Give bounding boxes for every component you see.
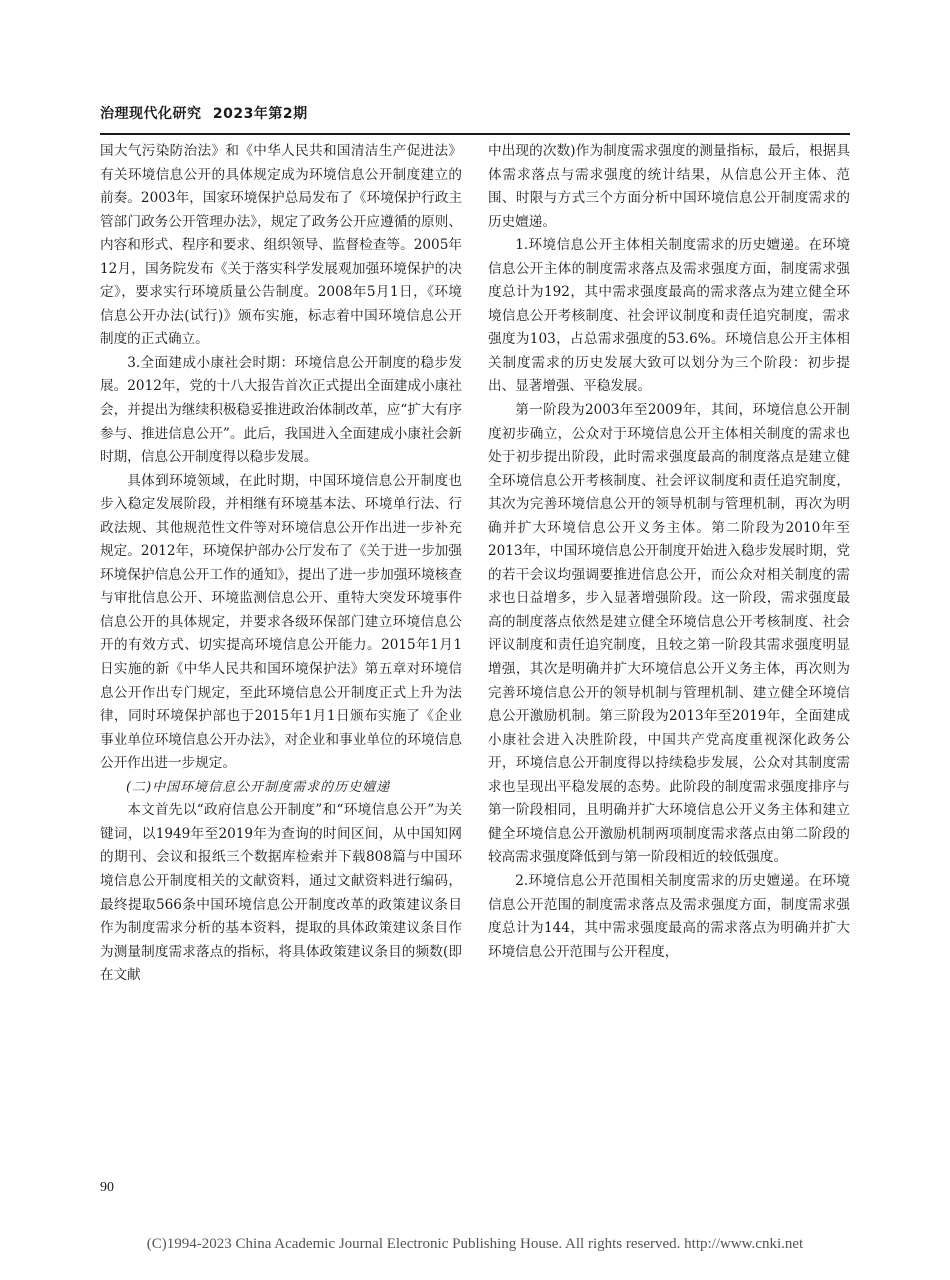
paragraph: 3.全面建成小康社会时期：环境信息公开制度的稳步发展。2012年，党的十八大报告首次正式提出全面建成小康社会，并提出为继续积极稳妥推进政治体制改革，应“扩大有序参与、推进信息公开”。此后，我国进入全面建成小康社会新时期，信息公开制度得以稳步发展。 bbox=[100, 354, 462, 466]
journal-title: 治理现代化研究 bbox=[100, 106, 202, 122]
paragraph: 国大气污染防治法》和《中华人民共和国清洁生产促进法》有关环境信息公开的具体规定成为环境信息公开制度建立的前奏。2003年，国家环境保护总局发布了《环境保护行政主管部门政务公开管理办法》，规定了政务公开应遵循的原则、内容和形式、程序和要求、组织领导、监督检查等。2005年12月，国务院发布《关于落实科学发展观加强环境保护的决定》，要求实行环境质量公告制度。2008年5月1日，《环境信息公开办法(试行)》颁布实施，标志着中国环境信息公开制度的正式确立。 bbox=[100, 143, 462, 348]
header-rule bbox=[100, 133, 850, 135]
right-column bbox=[488, 140, 850, 964]
paragraph: 具体到环境领域，在此时期，中国环境信息公开制度也步入稳定发展阶段，并相继有环境基本法、环境单行法、行政法规、其他规范性文件等对环境信息公开作出进一步补充规定。2012年，环境保护部办公厅发布了《关于进一步加强环境保护信息公开工作的通知》，提出了进一步加强环境核查与审批信息公开、环境监测信息公开、重特大突发环境事件信息公开的具体规定，并要求各级环保部门建立环境信息公开的有效方式、切实提高环境信息公开能力。2015年1月1日实施的新《中华人民共和国环境保护法》第五章对环境信息公开作出专门规定，至此环境信息公开制度正式上升为法律，同时环境保护部也于2015年1月1日颁布实施了《企业事业单位环境信息公开办法》，对企业和事业单位的环境信息公开作出进一步规定。 bbox=[100, 472, 462, 772]
left-column bbox=[100, 140, 462, 988]
paragraph: 本文首先以“政府信息公开制度”和“环境信息公开”为关键词，以1949年至2019年为查询的时间区间，从中国知网的期刊、会议和报纸三个数据库检索并下载808篇与中国环境信息公开制度相关的文献资料，通过文献资料进行编码，最终提取566条中国环境信息公开制度改革的政策建议条目作为制度需求分析的基本资料，提取的具体政策建议条目作为测量制度需求落点的指标，将具体政策建议条目的频数(即在文献 bbox=[100, 802, 462, 984]
paragraph: 中出现的次数)作为制度需求强度的测量指标，最后，根据具体需求落点与需求强度的统计结果，从信息公开主体、范围、时限与方式三个方面分析中国环境信息公开制度需求的历史嬗递。 bbox=[488, 143, 850, 230]
paragraph: 2.环境信息公开范围相关制度需求的历史嬗递。在环境信息公开范围的制度需求落点及需求强度方面，制度需求强度总计为144，其中需求强度最高的需求落点为明确并扩大环境信息公开范围与公开程度， bbox=[488, 872, 850, 960]
issue-label: 2023年第2期 bbox=[212, 106, 308, 122]
paragraph: 第一阶段为2003年至2009年，其间，环境信息公开制度初步确立，公众对于环境信息公开主体相关制度的需求也处于初步提出阶段，此时需求强度最高的制度落点是建立健全环境信息公开考核制度、社会评议制度和责任追究制度，其次为完善环境信息公开的领导机制与管理机制，再次为明确并扩大环境信息公开义务主体。第二阶段为2010年至2013年，中国环境信息公开制度开始进入稳步发展时期，党的若干会议均强调要推进信息公开，而公众对相关制度的需求也日益增多，步入显著增强阶段。这一阶段，需求强度最高的制度落点依然是建立健全环境信息公开考核制度、社会评议制度和责任追究制度，且较之第一阶段其需求强度明显增强，其次是明确并扩大环境信息公开义务主体，再次则为完善环境信息公开的领导机制与管理机制、建立健全环境信息公开激励机制。第三阶段为2013年至2019年，全面建成小康社会进入决胜阶段，中国共产党高度重视深化政务公开，环境信息公开制度得以持续稳步发展，公众对其制度需求也呈现出平稳发展的态势。此阶段的制度需求强度排序与第一阶段相同，且明确并扩大环境信息公开义务主体和建立健全环境信息公开激励机制两项制度需求落点由第二阶段的较高需求强度降低到与第一阶段相近的较低强度。 bbox=[488, 402, 850, 866]
running-header bbox=[100, 103, 308, 123]
section-subheading: (二)中国环境信息公开制度需求的历史嬗递 bbox=[126, 779, 391, 795]
paragraph: 1.环境信息公开主体相关制度需求的历史嬗递。在环境信息公开主体的制度需求落点及需求强度方面，制度需求强度总计为192，其中需求强度最高的需求落点为建立健全环境信息公开考核制度、社会评议制度和责任追究制度，需求强度为103，占总需求强度的53.6%。环境信息公开主体相关制度需求的历史发展大致可以划分为三个阶段：初步提出、显著增强、平稳发展。 bbox=[488, 237, 850, 395]
page-number: 90 bbox=[100, 1180, 114, 1195]
copyright-footer: (C)1994-2023 China Academic Journal Electronic Publishing House. All rights reserved. http://www.cnki.net bbox=[146, 1236, 804, 1252]
